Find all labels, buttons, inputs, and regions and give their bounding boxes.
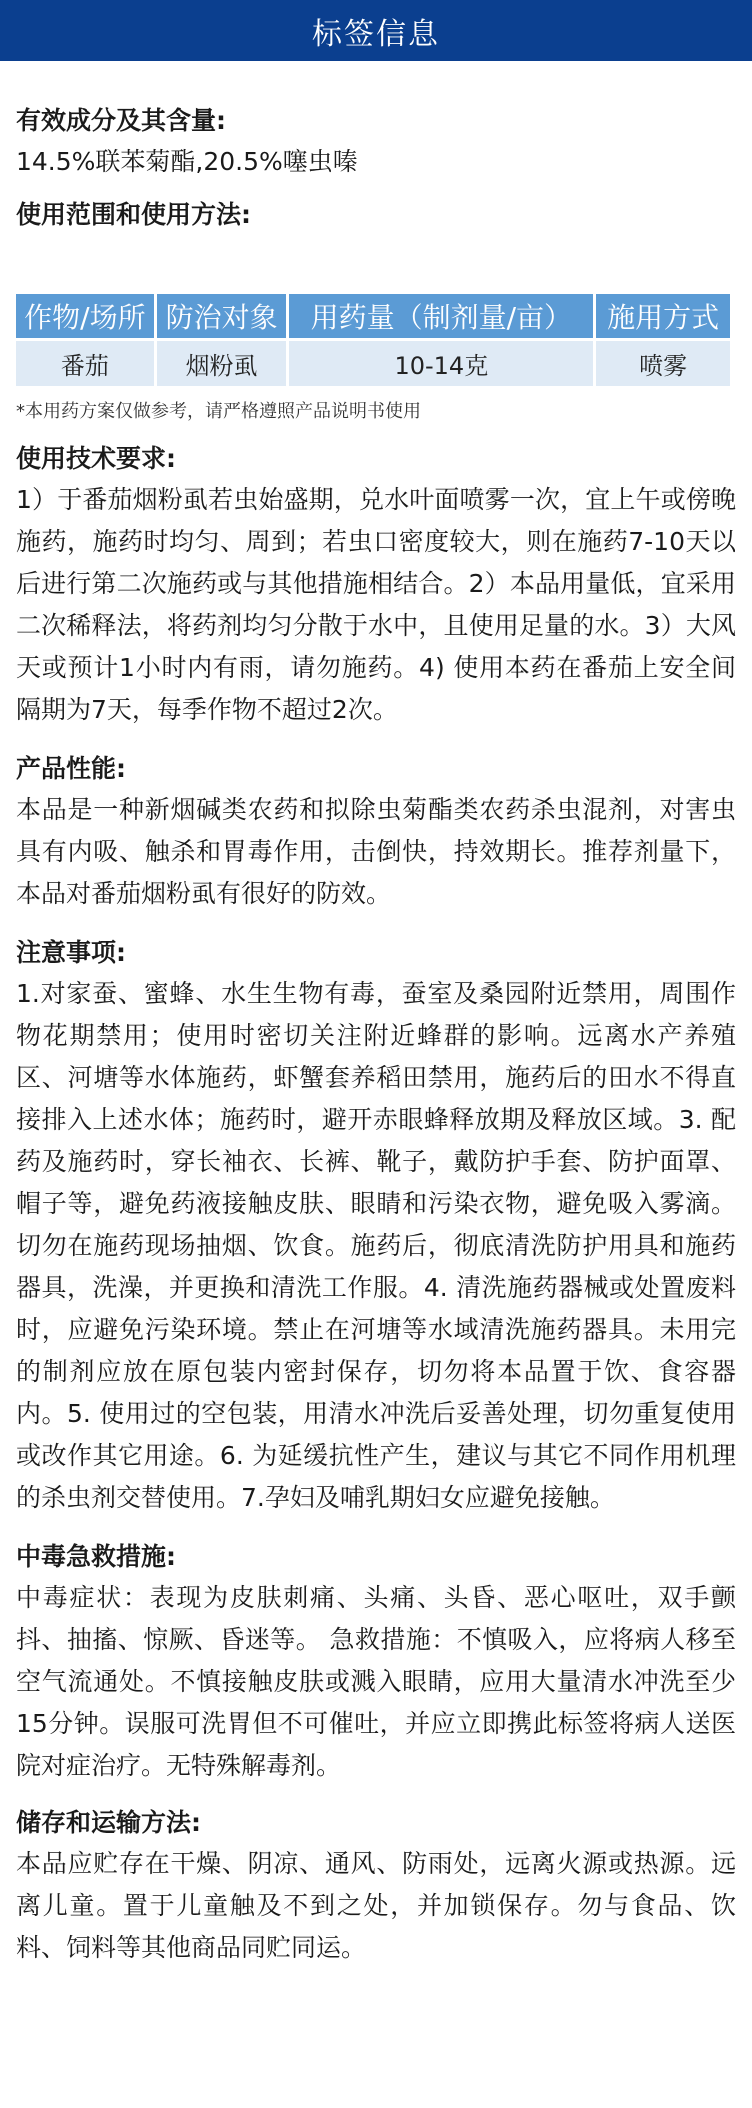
page-header (0, 0, 752, 61)
first-aid-heading: 中毒急救措施: (16, 1542, 176, 1571)
ingredients-heading: 有效成分及其含量: (16, 106, 226, 135)
dosage-note: *本用药方案仅做参考，请严格遵照产品说明书使用 (16, 401, 421, 422)
dosage-header-amount: 用药量（制剂量/亩） (289, 294, 593, 338)
tech-section (16, 439, 736, 731)
performance-text: 本品是一种新烟碱类农药和拟除虫菊酯类农药杀虫混剂，对害虫具有内吸、触杀和胃毒作用，击倒快，持效期长。推荐剂量下，本品对番茄烟粉虱有很好的防效。 (16, 795, 736, 908)
dosage-header-crop: 作物/场所 (16, 294, 154, 338)
storage-text: 本品应贮存在干燥、阴凉、通风、防雨处，远离火源或热源。远离儿童。置于儿童触及不到之处，并加锁保存。勿与食品、饮料、饲料等其他商品同贮同运。 (16, 1849, 736, 1962)
dosage-header-method: 施用方式 (596, 294, 730, 338)
page-title: 标签信息 (312, 16, 440, 52)
first-aid-section (16, 1537, 736, 1787)
tech-heading: 使用技术要求: (16, 444, 176, 473)
dosage-header-target: 防治对象 (157, 294, 287, 338)
dosage-cell-crop: 番茄 (16, 341, 154, 386)
usage-section (16, 195, 736, 235)
dosage-cell-amount: 10-14克 (289, 341, 593, 386)
performance-section (16, 749, 736, 915)
dosage-table (13, 291, 733, 389)
dosage-cell-method: 喷雾 (596, 341, 730, 386)
ingredients-text: 14.5%联苯菊酯,20.5%噻虫嗪 (16, 147, 358, 176)
tech-text: 1）于番茄烟粉虱若虫始盛期，兑水叶面喷雾一次，宜上午或傍晚施药，施药时均匀、周到；若虫口密度较大，则在施药7-10天以后进行第二次施药或与其他措施相结合。2）本品用量低，宜采用二次稀释法，将药剂均匀分散于水中，且使用足量的水。3）大风天或预计1小时内有雨，请勿施药。4) 使用本药在番茄上安全间隔期为7天，每季作物不超过2次。 (16, 485, 736, 724)
usage-heading: 使用范围和使用方法: (16, 200, 251, 229)
dosage-table-header-row (16, 294, 730, 338)
first-aid-text: 中毒症状：表现为皮肤刺痛、头痛、头昏、恶心呕吐，双手颤抖、抽搐、惊厥、昏迷等。 急救措施：不慎吸入，应将病人移至空气流通处。不慎接触皮肤或溅入眼睛，应用大量清水冲洗至少15分钟。误服可洗胃但不可催吐，并应立即携此标签将病人送医院对症治疗。无特殊解毒剂。 (16, 1583, 736, 1780)
ingredients-section (16, 101, 736, 183)
caution-heading: 注意事项: (16, 938, 126, 967)
storage-heading: 储存和运输方法: (16, 1808, 201, 1837)
storage-section (16, 1803, 736, 1969)
performance-heading: 产品性能: (16, 754, 126, 783)
caution-text: 1.对家蚕、蜜蜂、水生生物有毒，蚕室及桑园附近禁用，周围作物花期禁用；使用时密切关注附近蜂群的影响。远离水产养殖区、河塘等水体施药，虾蟹套养稻田禁用，施药后的田水不得直接排入上述水体；施药时，避开赤眼蜂释放期及释放区域。3. 配药及施药时，穿长袖衣、长裤、靴子，戴防护手套、防护面罩、帽子等，避免药液接触皮肤、眼睛和污染衣物，避免吸入雾滴。切勿在施药现场抽烟、饮食。施药后，彻底清洗防护用具和施药器具，洗澡，并更换和清洗工作服。4. 清洗施药器械或处置废料时，应避免污染环境。禁止在河塘等水域清洗施药器具。未用完的制剂应放在原包装内密封保存，切勿将本品置于饮、食容器内。5. 使用过的空包装，用清水冲洗后妥善处理，切勿重复使用或改作其它用途。6. 为延缓抗性产生，建议与其它不同作用机理的杀虫剂交替使用。7.孕妇及哺乳期妇女应避免接触。 (16, 979, 736, 1512)
table-row (16, 341, 730, 386)
dosage-cell-target: 烟粉虱 (157, 341, 287, 386)
label-content (0, 101, 752, 1969)
caution-section (16, 933, 736, 1519)
